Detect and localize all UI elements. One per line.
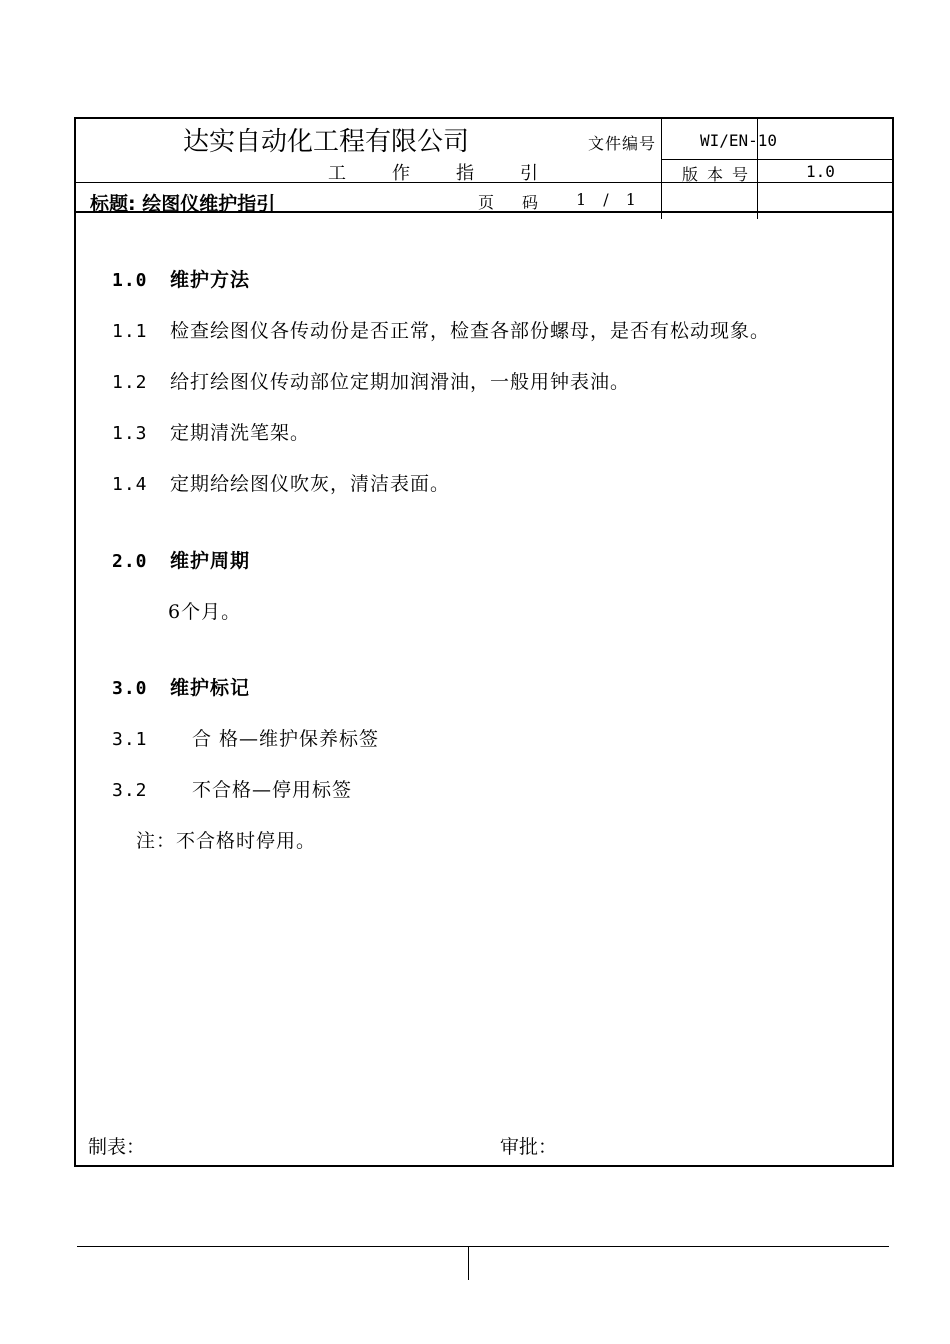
item-number: 3.1 <box>112 729 148 750</box>
work-guide-label: 工作指引 <box>328 163 584 184</box>
item-number: 1.2 <box>112 372 148 393</box>
page-value: 1 / 1 <box>576 190 642 209</box>
section-number: 1.0 <box>112 270 148 291</box>
section-number: 2.0 <box>112 551 148 572</box>
item-text: 给打绘图仪传动部位定期加润滑油，一般用钟表油。 <box>170 371 631 393</box>
list-item <box>112 418 310 445</box>
note-text: 注：不合格时停用。 <box>136 830 317 852</box>
doc-number-label: 文件编号 <box>588 134 657 153</box>
section-heading <box>112 546 250 573</box>
approved-by-label: 审批： <box>500 1136 558 1158</box>
version-value: 1.0 <box>806 162 835 181</box>
doc-number-value: WI/EN-10 <box>700 131 778 150</box>
item-text: 合 格—维护保养标签 <box>192 728 380 750</box>
section-title: 维护方法 <box>170 269 251 291</box>
header-col-divider-1 <box>661 119 662 219</box>
section-title: 维护标记 <box>170 677 251 699</box>
document-frame <box>74 117 894 1167</box>
list-item <box>112 724 379 751</box>
header-divider-upper <box>662 159 892 160</box>
list-item <box>112 469 450 496</box>
list-item <box>112 316 770 343</box>
list-item <box>112 775 352 802</box>
item-text: 检查绘图仪各传动份是否正常，检查各部份螺母，是否有松动现象。 <box>170 320 771 342</box>
page-footer-rule <box>77 1246 889 1247</box>
page-footer-tick <box>468 1246 469 1280</box>
document-title: 标题: 绘图仪维护指引 <box>90 193 276 215</box>
page-label: 页码 <box>478 193 567 212</box>
item-number: 1.1 <box>112 321 148 342</box>
item-text: 不合格—停用标签 <box>192 779 353 801</box>
prepared-by-label: 制表： <box>88 1136 146 1158</box>
section-number: 3.0 <box>112 678 148 699</box>
item-number: 1.4 <box>112 474 148 495</box>
section-title: 维护周期 <box>170 550 251 572</box>
section-heading <box>112 265 250 292</box>
item-number: 3.2 <box>112 780 148 801</box>
company-name: 达实自动化工程有限公司 <box>183 127 470 157</box>
section-text: 6个月。 <box>168 601 242 623</box>
section-heading <box>112 673 250 700</box>
item-text: 定期清洗笔架。 <box>170 422 311 444</box>
item-text: 定期给绘图仪吹灰，清洁表面。 <box>170 473 451 495</box>
item-number: 1.3 <box>112 423 148 444</box>
version-label: 版本号 <box>682 165 758 184</box>
list-item <box>112 367 630 394</box>
